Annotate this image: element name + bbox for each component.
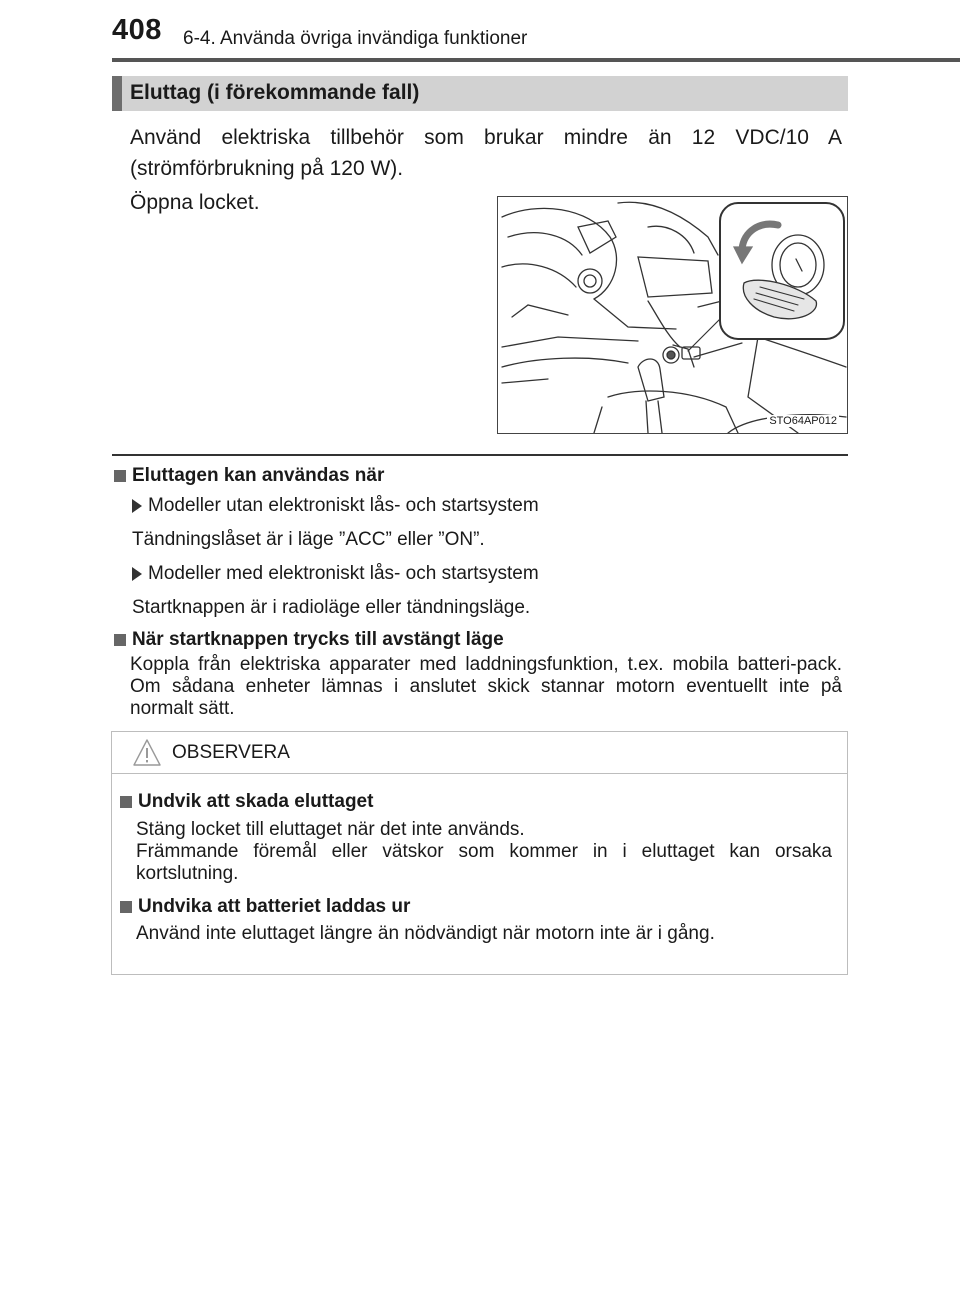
triangle-bullet-icon <box>132 567 142 581</box>
caution-item-text: Använd inte eluttaget längre än nödvändigt när motorn inte är i gång. <box>136 923 715 944</box>
square-bullet-icon <box>120 796 132 808</box>
square-bullet-icon <box>114 470 126 482</box>
caution-content <box>118 790 832 945</box>
caution-item-heading <box>118 790 832 814</box>
section-divider <box>112 454 848 456</box>
heading-accent <box>112 76 122 111</box>
square-bullet-icon <box>114 634 126 646</box>
page-number: 408 <box>112 14 162 46</box>
power-outlet-illustration <box>497 196 848 434</box>
header-rule <box>112 58 960 62</box>
note-paragraph: Koppla från elektriska apparater med laddningsfunktion, t.ex. mobila batteri-pack. Om sådana enheter lämnas i anslutet skick stannar motorn eventuellt inte på normalt sätt. <box>130 654 842 719</box>
notes-section <box>112 464 842 720</box>
intro-text: Använd elektriska tillbehör som brukar mindre än 12 VDC/10 A (strömförbrukning på 120 W). <box>130 126 842 180</box>
caution-item-text: Främmande föremål eller vätskor som kommer in i eluttaget kan orsaka kortslutning. <box>136 841 832 884</box>
note-heading <box>112 628 842 652</box>
figure-code: STO64AP012 <box>769 415 837 427</box>
condition-row <box>132 494 842 518</box>
note-title: När startknappen trycks till avstängt läge <box>132 629 504 650</box>
caution-item-heading <box>118 895 832 919</box>
note-heading <box>112 464 842 488</box>
caution-header <box>112 732 847 774</box>
condition-label: Modeller utan elektroniskt lås- och startsystem <box>148 495 539 516</box>
caution-box <box>111 731 848 975</box>
triangle-bullet-icon <box>132 499 142 513</box>
warning-icon <box>132 738 162 768</box>
note-title: Eluttagen kan användas när <box>132 465 385 486</box>
condition-text: Tändningslåset är i läge ”ACC” eller ”ON”. <box>132 529 485 550</box>
caution-label: OBSERVERA <box>172 742 290 763</box>
condition-text: Startknappen är i radioläge eller tändningsläge. <box>132 597 531 618</box>
caution-item-title: Undvik att skada eluttaget <box>138 791 374 812</box>
square-bullet-icon <box>120 901 132 913</box>
section-title: 6-4. Använda övriga invändiga funktioner <box>183 28 528 49</box>
open-lid-instruction: Öppna locket. <box>130 191 260 214</box>
caution-item-text: Stäng locket till eluttaget när det inte används. <box>136 819 525 840</box>
heading-title: Eluttag (i förekommande fall) <box>130 81 420 104</box>
condition-row <box>132 562 842 586</box>
dashboard-drawing <box>498 197 848 434</box>
caution-item-title: Undvika att batteriet laddas ur <box>138 896 411 917</box>
section-heading <box>112 76 848 111</box>
condition-label: Modeller med elektroniskt lås- och startsystem <box>148 563 539 584</box>
